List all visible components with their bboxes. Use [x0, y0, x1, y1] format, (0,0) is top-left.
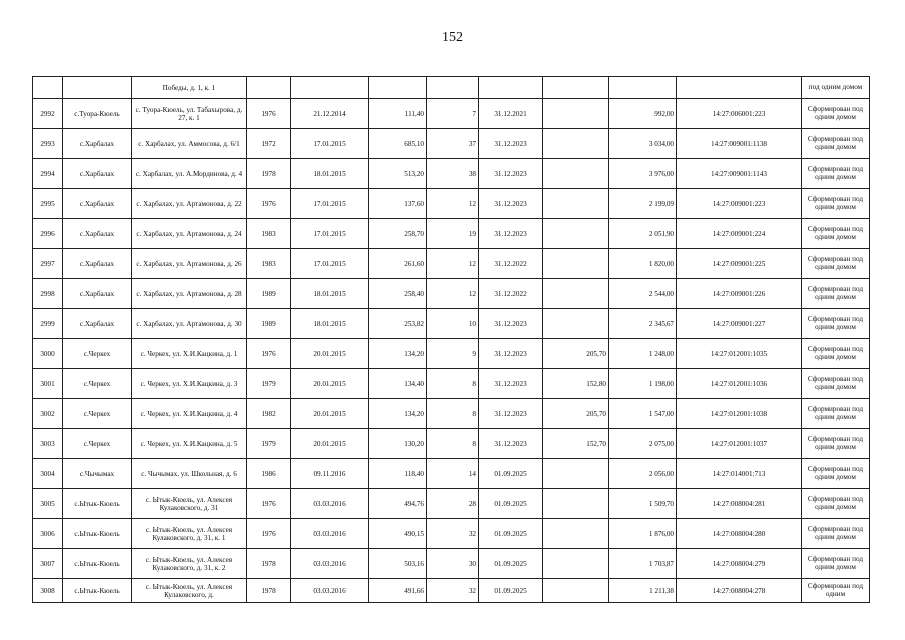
- status-cell: Сформирован под одним домом: [802, 279, 870, 309]
- status-cell: Сформирован под одним: [802, 579, 870, 603]
- status-cell: Сформирован под одним домом: [802, 489, 870, 519]
- count-cell: 8: [427, 399, 479, 429]
- count-cell: 7: [427, 99, 479, 129]
- year-cell: 1979: [247, 369, 291, 399]
- extra-value-cell: [543, 129, 609, 159]
- deadline-cell: 01.09.2025: [479, 549, 543, 579]
- settlement-cell: с.Харбалах: [63, 159, 132, 189]
- area-cell: 134,20: [369, 339, 427, 369]
- row-number-cell: 3003: [33, 429, 63, 459]
- cost-cell: 992,00: [609, 99, 677, 129]
- address-cell: с. Ытык-Кюель, ул. Алексея Кулаковского, д. 31: [132, 489, 247, 519]
- count-cell: 38: [427, 159, 479, 189]
- area-cell: 494,76: [369, 489, 427, 519]
- cadastral-number-cell: 14:27:012001:1038: [677, 399, 802, 429]
- cadastral-number-cell: 14:27:008004:281: [677, 489, 802, 519]
- extra-value-cell: [543, 159, 609, 189]
- year-cell: 1983: [247, 249, 291, 279]
- settlement-cell: с.Харбалах: [63, 309, 132, 339]
- cost-cell: 2 544,00: [609, 279, 677, 309]
- date-cell: 03.03.2016: [291, 579, 369, 603]
- extra-value-cell: [543, 519, 609, 549]
- cadastral-number-cell: 14:27:012001:1036: [677, 369, 802, 399]
- deadline-cell: 31.12.2022: [479, 279, 543, 309]
- deadline-cell: 01.09.2025: [479, 579, 543, 603]
- year-cell: 1989: [247, 309, 291, 339]
- address-cell: с. Харбалах, ул. Аммосова, д. 6/1: [132, 129, 247, 159]
- row-number-cell: 3006: [33, 519, 63, 549]
- area-cell: 111,40: [369, 99, 427, 129]
- table-row: [33, 129, 870, 159]
- cost-cell: 1 211,38: [609, 579, 677, 603]
- table-row: [33, 99, 870, 129]
- settlement-cell: с.Ытык-Кюель: [63, 489, 132, 519]
- deadline-cell: 31.12.2023: [479, 159, 543, 189]
- settlement-cell: с.Ытык-Кюель: [63, 549, 132, 579]
- row-number-cell: 2995: [33, 189, 63, 219]
- row-number-cell: 2997: [33, 249, 63, 279]
- address-cell: Победы, д. 1, к. 1: [132, 77, 247, 99]
- row-number-cell: 3002: [33, 399, 63, 429]
- row-number-cell: 3005: [33, 489, 63, 519]
- date-cell: 18.01.2015: [291, 279, 369, 309]
- cost-cell: 1 509,70: [609, 489, 677, 519]
- table-row: [33, 459, 870, 489]
- extra-value-cell: [543, 99, 609, 129]
- cadastral-number-cell: 14:27:006001:223: [677, 99, 802, 129]
- cost-cell: 3 976,00: [609, 159, 677, 189]
- status-cell: Сформирован под одним домом: [802, 189, 870, 219]
- row-number-cell: 2992: [33, 99, 63, 129]
- table-row: [33, 489, 870, 519]
- table-row: [33, 339, 870, 369]
- area-cell: 134,40: [369, 369, 427, 399]
- table-row: [33, 549, 870, 579]
- date-cell: 09.11.2016: [291, 459, 369, 489]
- table-row: [33, 399, 870, 429]
- area-cell: 258,40: [369, 279, 427, 309]
- table-row: [33, 189, 870, 219]
- extra-value-cell: 152,80: [543, 369, 609, 399]
- address-cell: с. Харбалах, ул. Артамонова, д. 22: [132, 189, 247, 219]
- cadastral-number-cell: 14:27:008004:279: [677, 549, 802, 579]
- cadastral-number-cell: 14:27:008004:280: [677, 519, 802, 549]
- cost-cell: 2 345,67: [609, 309, 677, 339]
- table-row: [33, 219, 870, 249]
- area-cell: 503,16: [369, 549, 427, 579]
- cost-cell: 2 051,90: [609, 219, 677, 249]
- date-cell: 03.03.2016: [291, 549, 369, 579]
- address-cell: с. Ытык-Кюель, ул. Алексея Кулаковского, д.: [132, 579, 247, 603]
- cost-cell: 2 075,00: [609, 429, 677, 459]
- cadastral-number-cell: 14:27:009001:1143: [677, 159, 802, 189]
- extra-value-cell: [543, 579, 609, 603]
- year-cell: 1976: [247, 489, 291, 519]
- row-number-cell: 2996: [33, 219, 63, 249]
- year-cell: 1989: [247, 279, 291, 309]
- date-cell: 21.12.2014: [291, 99, 369, 129]
- registry-table: [32, 76, 870, 603]
- cost-cell: 1 198,00: [609, 369, 677, 399]
- cost-cell: 1 876,00: [609, 519, 677, 549]
- deadline-cell: 31.12.2023: [479, 129, 543, 159]
- cost-cell: 2 199,09: [609, 189, 677, 219]
- settlement-cell: с.Ытык-Кюель: [63, 519, 132, 549]
- settlement-cell: с.Ытык-Кюель: [63, 579, 132, 603]
- cadastral-number-cell: 14:27:009001:225: [677, 249, 802, 279]
- status-cell: Сформирован под одним домом: [802, 219, 870, 249]
- row-number-cell: 2999: [33, 309, 63, 339]
- cadastral-number-cell: 14:27:009001:224: [677, 219, 802, 249]
- row-number-cell: 2994: [33, 159, 63, 189]
- page-number: 152: [442, 30, 463, 45]
- table-row: [33, 369, 870, 399]
- area-cell: 491,66: [369, 579, 427, 603]
- status-cell: Сформирован под одним домом: [802, 129, 870, 159]
- count-cell: 8: [427, 369, 479, 399]
- deadline-cell: 31.12.2022: [479, 249, 543, 279]
- year-cell: 1978: [247, 579, 291, 603]
- table-row: [33, 249, 870, 279]
- date-cell: 17.01.2015: [291, 189, 369, 219]
- extra-value-cell: 152,70: [543, 429, 609, 459]
- settlement-cell: с.Черкех: [63, 399, 132, 429]
- count-cell: 12: [427, 189, 479, 219]
- date-cell: 20.01.2015: [291, 429, 369, 459]
- extra-value-cell: [543, 489, 609, 519]
- date-cell: 17.01.2015: [291, 219, 369, 249]
- date-cell: 20.01.2015: [291, 339, 369, 369]
- year-cell: 1976: [247, 519, 291, 549]
- row-number-cell: 3001: [33, 369, 63, 399]
- cost-cell: 2 056,00: [609, 459, 677, 489]
- cadastral-number-cell: 14:27:008004:278: [677, 579, 802, 603]
- status-cell: Сформирован под одним домом: [802, 399, 870, 429]
- year-cell: 1978: [247, 159, 291, 189]
- count-cell: 32: [427, 579, 479, 603]
- year-cell: 1986: [247, 459, 291, 489]
- year-cell: 1983: [247, 219, 291, 249]
- address-cell: с. Харбалах, ул. Артамонова, д. 26: [132, 249, 247, 279]
- address-cell: с. Черкех, ул. Х.И.Кацкина, д. 5: [132, 429, 247, 459]
- year-cell: 1976: [247, 99, 291, 129]
- settlement-cell: с.Туора-Кюель: [63, 99, 132, 129]
- count-cell: 12: [427, 249, 479, 279]
- status-cell: Сформирован под одним домом: [802, 249, 870, 279]
- status-cell: Сформирован под одним домом: [802, 429, 870, 459]
- cost-cell: 3 034,00: [609, 129, 677, 159]
- year-cell: 1972: [247, 129, 291, 159]
- count-cell: 8: [427, 429, 479, 459]
- count-cell: 19: [427, 219, 479, 249]
- table-row: [33, 309, 870, 339]
- count-cell: 12: [427, 279, 479, 309]
- deadline-cell: 31.12.2023: [479, 309, 543, 339]
- settlement-cell: с.Харбалах: [63, 249, 132, 279]
- row-number-cell: 2998: [33, 279, 63, 309]
- address-cell: с. Харбалах, ул. Артамонова, д. 30: [132, 309, 247, 339]
- cadastral-number-cell: 14:27:012001:1037: [677, 429, 802, 459]
- area-cell: 513,20: [369, 159, 427, 189]
- settlement-cell: с.Черкех: [63, 369, 132, 399]
- settlement-cell: с.Харбалах: [63, 129, 132, 159]
- cost-cell: 1 820,00: [609, 249, 677, 279]
- settlement-cell: с.Харбалах: [63, 219, 132, 249]
- address-cell: с. Черкех, ул. Х.И.Кацкина, д. 3: [132, 369, 247, 399]
- year-cell: 1982: [247, 399, 291, 429]
- deadline-cell: 31.12.2023: [479, 429, 543, 459]
- table-row: [33, 77, 870, 99]
- year-cell: 1976: [247, 189, 291, 219]
- extra-value-cell: [543, 249, 609, 279]
- date-cell: 18.01.2015: [291, 159, 369, 189]
- table-row: [33, 519, 870, 549]
- year-cell: 1976: [247, 339, 291, 369]
- area-cell: 118,40: [369, 459, 427, 489]
- year-cell: 1978: [247, 549, 291, 579]
- status-cell: Сформирован под одним домом: [802, 309, 870, 339]
- table-row: [33, 279, 870, 309]
- settlement-cell: с.Черкех: [63, 339, 132, 369]
- date-cell: 17.01.2015: [291, 129, 369, 159]
- settlement-cell: с.Чычымах: [63, 459, 132, 489]
- row-number-cell: 2993: [33, 129, 63, 159]
- extra-value-cell: [543, 459, 609, 489]
- date-cell: 20.01.2015: [291, 369, 369, 399]
- area-cell: 134,20: [369, 399, 427, 429]
- cadastral-number-cell: 14:27:009001:227: [677, 309, 802, 339]
- row-number-cell: 3004: [33, 459, 63, 489]
- area-cell: 261,60: [369, 249, 427, 279]
- address-cell: с. Харбалах, ул. Артамонова, д. 28: [132, 279, 247, 309]
- deadline-cell: 31.12.2023: [479, 219, 543, 249]
- address-cell: с. Черкех, ул. Х.И.Кацкина, д. 1: [132, 339, 247, 369]
- address-cell: с. Чычымах, ул. Школьная, д. 6: [132, 459, 247, 489]
- date-cell: 18.01.2015: [291, 309, 369, 339]
- row-number-cell: 3008: [33, 579, 63, 603]
- address-cell: с. Харбалах, ул. А.Мординова, д. 4: [132, 159, 247, 189]
- table-row: [33, 579, 870, 603]
- extra-value-cell: [543, 279, 609, 309]
- extra-value-cell: 205,70: [543, 339, 609, 369]
- cost-cell: 1 703,87: [609, 549, 677, 579]
- area-cell: 685,10: [369, 129, 427, 159]
- deadline-cell: 31.12.2021: [479, 99, 543, 129]
- table-row: [33, 159, 870, 189]
- settlement-cell: с.Харбалах: [63, 279, 132, 309]
- status-cell: Сформирован под одним домом: [802, 549, 870, 579]
- row-number-cell: 3007: [33, 549, 63, 579]
- date-cell: 17.01.2015: [291, 249, 369, 279]
- address-cell: с. Ытык-Кюель, ул. Алексея Кулаковского, д. 31, к. 1: [132, 519, 247, 549]
- count-cell: 30: [427, 549, 479, 579]
- deadline-cell: 01.09.2025: [479, 489, 543, 519]
- extra-value-cell: [543, 549, 609, 579]
- status-cell: Сформирован под одним домом: [802, 519, 870, 549]
- cost-cell: 1 248,00: [609, 339, 677, 369]
- deadline-cell: 31.12.2023: [479, 189, 543, 219]
- cadastral-number-cell: 14:27:012001:1035: [677, 339, 802, 369]
- extra-value-cell: [543, 309, 609, 339]
- deadline-cell: 01.09.2025: [479, 519, 543, 549]
- deadline-cell: 31.12.2023: [479, 369, 543, 399]
- cost-cell: 1 547,00: [609, 399, 677, 429]
- count-cell: 14: [427, 459, 479, 489]
- count-cell: 9: [427, 339, 479, 369]
- area-cell: 130,20: [369, 429, 427, 459]
- row-number-cell: 3000: [33, 339, 63, 369]
- area-cell: 137,60: [369, 189, 427, 219]
- deadline-cell: 31.12.2023: [479, 339, 543, 369]
- area-cell: 258,70: [369, 219, 427, 249]
- settlement-cell: с.Харбалах: [63, 189, 132, 219]
- cadastral-number-cell: 14:27:009001:223: [677, 189, 802, 219]
- cadastral-number-cell: 14:27:014001:713: [677, 459, 802, 489]
- count-cell: 10: [427, 309, 479, 339]
- extra-value-cell: 205,70: [543, 399, 609, 429]
- deadline-cell: 31.12.2023: [479, 399, 543, 429]
- status-cell: под одним домом: [802, 77, 870, 99]
- deadline-cell: 01.09.2025: [479, 459, 543, 489]
- address-cell: с. Туора-Кюель, ул. Табахырова, д. 27, к. 1: [132, 99, 247, 129]
- cadastral-number-cell: 14:27:009001:1138: [677, 129, 802, 159]
- date-cell: 03.03.2016: [291, 489, 369, 519]
- extra-value-cell: [543, 219, 609, 249]
- cadastral-number-cell: 14:27:009001:226: [677, 279, 802, 309]
- date-cell: 20.01.2015: [291, 399, 369, 429]
- count-cell: 37: [427, 129, 479, 159]
- status-cell: Сформирован под одним домом: [802, 99, 870, 129]
- area-cell: 253,82: [369, 309, 427, 339]
- table-row: [33, 429, 870, 459]
- year-cell: 1979: [247, 429, 291, 459]
- status-cell: Сформирован под одним домом: [802, 159, 870, 189]
- date-cell: 03.03.2016: [291, 519, 369, 549]
- address-cell: с. Харбалах, ул. Артамонова, д. 24: [132, 219, 247, 249]
- extra-value-cell: [543, 189, 609, 219]
- address-cell: с. Ытык-Кюель, ул. Алексея Кулаковского, д. 31, к. 2: [132, 549, 247, 579]
- status-cell: Сформирован под одним домом: [802, 339, 870, 369]
- count-cell: 32: [427, 519, 479, 549]
- status-cell: Сформирован под одним домом: [802, 459, 870, 489]
- status-cell: Сформирован под одним домом: [802, 369, 870, 399]
- settlement-cell: с.Черкех: [63, 429, 132, 459]
- count-cell: 28: [427, 489, 479, 519]
- address-cell: с. Черкех, ул. Х.И.Кацкина, д. 4: [132, 399, 247, 429]
- area-cell: 490,15: [369, 519, 427, 549]
